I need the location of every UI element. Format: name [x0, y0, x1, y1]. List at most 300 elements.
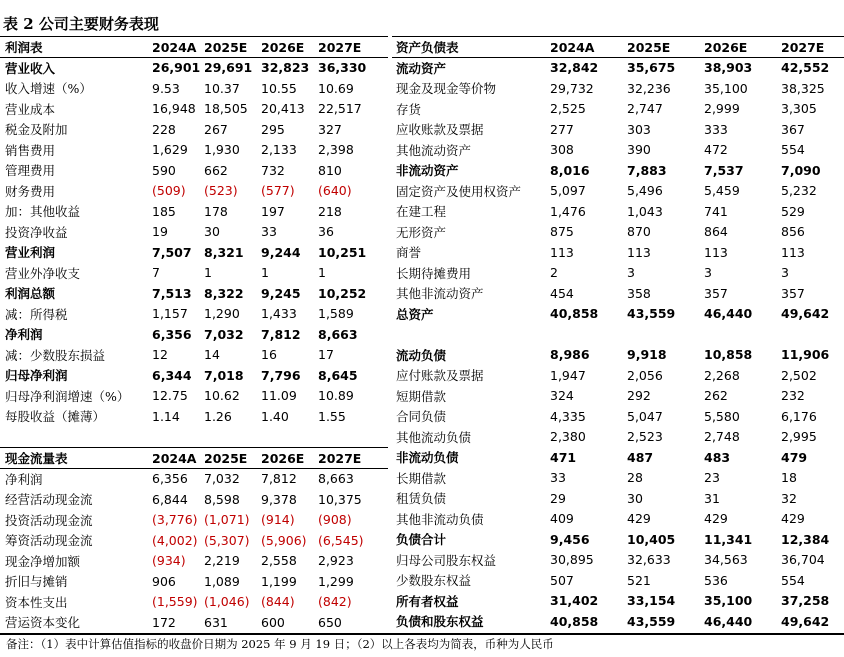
value-cell: 20,413	[261, 101, 305, 117]
value-cell: 2	[550, 265, 558, 281]
value-cell: 10,405	[627, 531, 676, 547]
value-cell: 870	[627, 224, 651, 240]
value-cell: 631	[204, 614, 228, 630]
footnote: 备注：（1）表中计算估值指标的收盘价日期为 2025 年 9 月 19 日；（2）以上各表均为简表，币种为人民币	[6, 637, 554, 651]
value-cell: (577)	[261, 183, 295, 199]
value-cell: (4,002)	[152, 532, 198, 548]
table-row	[3, 510, 388, 531]
table-row	[394, 365, 844, 386]
value-cell: 10.62	[204, 388, 240, 404]
table-row	[394, 570, 844, 591]
row-label: 固定资产及使用权资产	[396, 183, 522, 199]
balance-header-rule	[392, 57, 844, 58]
table-row	[3, 612, 388, 633]
value-cell: 28	[627, 470, 643, 486]
value-cell: 590	[152, 162, 176, 178]
table-row	[394, 58, 844, 79]
value-cell: 333	[704, 121, 728, 137]
row-label: 所有者权益	[396, 593, 459, 609]
row-label: 其他流动负债	[396, 429, 472, 445]
value-cell: 5,232	[781, 183, 817, 199]
table-row	[3, 283, 388, 304]
value-cell: 178	[204, 203, 228, 219]
value-cell	[625, 324, 702, 345]
value-cell: 662	[204, 162, 228, 178]
table-row	[3, 489, 388, 510]
table-row	[394, 140, 844, 161]
column-header: 2026E	[261, 450, 305, 466]
row-label: 净利润	[5, 471, 43, 487]
column-header: 2026E	[704, 39, 748, 55]
value-cell: 1,043	[627, 203, 663, 219]
value-cell: 2,523	[627, 429, 663, 445]
value-cell: 14	[204, 347, 220, 363]
value-cell	[548, 324, 625, 345]
value-cell: 16,948	[152, 101, 196, 117]
value-cell: 19	[152, 224, 168, 240]
value-cell: 12,384	[781, 531, 830, 547]
value-cell: 40,858	[550, 613, 599, 629]
value-cell: 741	[704, 203, 728, 219]
value-cell: 46,440	[704, 613, 753, 629]
row-label: 减：所得税	[5, 306, 68, 322]
table-row	[394, 99, 844, 120]
value-cell: 49,642	[781, 613, 830, 629]
table-row	[394, 283, 844, 304]
value-cell: 479	[781, 449, 808, 465]
value-cell: 33,154	[627, 593, 676, 609]
value-cell: 732	[261, 162, 285, 178]
value-cell: 1.14	[152, 408, 180, 424]
table-row	[3, 58, 388, 79]
value-cell: 5,459	[704, 183, 740, 199]
value-cell: (640)	[318, 183, 352, 199]
value-cell: 9,244	[261, 244, 301, 260]
value-cell: 2,056	[627, 367, 663, 383]
value-cell: 34,563	[704, 552, 748, 568]
value-cell: 10,251	[318, 244, 367, 260]
value-cell: 43,559	[627, 306, 676, 322]
row-label: 销售费用	[5, 142, 56, 158]
value-cell: 357	[781, 285, 805, 301]
value-cell: 409	[550, 511, 574, 527]
table-row	[394, 550, 844, 571]
value-cell: 3,305	[781, 101, 817, 117]
table-row	[3, 140, 388, 161]
value-cell: 521	[627, 572, 651, 588]
table-row	[394, 242, 844, 263]
value-cell: 43,559	[627, 613, 676, 629]
value-cell: (6,545)	[318, 532, 364, 548]
value-cell: 327	[318, 121, 342, 137]
income-title: 利润表	[5, 40, 43, 56]
value-cell: 26,901	[152, 60, 201, 76]
value-cell: 36,704	[781, 552, 825, 568]
value-cell: 1,930	[204, 142, 240, 158]
value-cell: 1	[261, 265, 269, 281]
table-row	[3, 242, 388, 263]
value-cell: 7,032	[204, 326, 244, 342]
value-cell: (3,776)	[152, 512, 198, 528]
value-cell: (842)	[318, 594, 352, 610]
table-row	[394, 529, 844, 550]
value-cell: 8,663	[318, 326, 358, 342]
balance-header-row	[394, 37, 844, 58]
table-row	[394, 509, 844, 530]
row-label: 营业外净收支	[5, 265, 81, 281]
value-cell: 10.55	[261, 80, 297, 96]
column-header: 2024A	[152, 39, 197, 55]
value-cell: 32,823	[261, 60, 310, 76]
row-label: 应付账款及票据	[396, 368, 484, 384]
value-cell: 8,322	[204, 285, 244, 301]
row-label: 加：其他收益	[5, 204, 81, 220]
table-row	[394, 427, 844, 448]
value-cell: 2,380	[550, 429, 586, 445]
value-cell: 1,157	[152, 306, 188, 322]
row-label: 其他非流动负债	[396, 511, 484, 527]
value-cell: 864	[704, 224, 728, 240]
value-cell: 6,176	[781, 408, 817, 424]
value-cell: 1.55	[318, 408, 346, 424]
value-cell: (5,906)	[261, 532, 307, 548]
value-cell: 10,858	[704, 347, 753, 363]
value-cell: 7,507	[152, 244, 192, 260]
value-cell: 3	[704, 265, 712, 281]
column-header: 2025E	[204, 39, 248, 55]
table-row	[3, 304, 388, 325]
table-row	[3, 263, 388, 284]
value-cell: 9,378	[261, 491, 297, 507]
value-cell: 17	[318, 347, 334, 363]
row-label: 其他非流动资产	[396, 286, 484, 302]
value-cell: 11.09	[261, 388, 297, 404]
value-cell: 23	[704, 470, 720, 486]
row-label: 筹资活动现金流	[5, 533, 93, 549]
table-row	[394, 160, 844, 181]
row-label: 经营活动现金流	[5, 492, 93, 508]
value-cell: 1,089	[204, 573, 240, 589]
value-cell: 10,252	[318, 285, 367, 301]
value-cell: 262	[704, 388, 728, 404]
value-cell: 11,341	[704, 531, 753, 547]
value-cell: 38,903	[704, 60, 753, 76]
value-cell: 295	[261, 121, 285, 137]
value-cell: 7,032	[204, 471, 240, 487]
value-cell: 18	[781, 470, 797, 486]
value-cell	[702, 324, 779, 345]
value-cell: 113	[550, 244, 574, 260]
value-cell: 2,999	[704, 101, 740, 117]
value-cell: 10.69	[318, 80, 354, 96]
value-cell: 31,402	[550, 593, 599, 609]
row-label: 总资产	[396, 306, 434, 322]
value-cell: 650	[318, 614, 342, 630]
value-cell: 303	[627, 121, 651, 137]
column-header: 2027E	[781, 39, 825, 55]
value-cell: 197	[261, 203, 285, 219]
row-label: 税金及附加	[5, 122, 68, 138]
income-statement-table	[3, 37, 388, 427]
value-cell: 32,842	[550, 60, 599, 76]
table-row	[394, 78, 844, 99]
value-cell: 3	[781, 265, 789, 281]
row-label: 流动资产	[396, 60, 447, 76]
value-cell: 810	[318, 162, 342, 178]
value-cell: 22,517	[318, 101, 362, 117]
value-cell: 2,525	[550, 101, 586, 117]
value-cell: 32	[781, 490, 797, 506]
value-cell: (844)	[261, 594, 295, 610]
value-cell: 358	[627, 285, 651, 301]
value-cell: 554	[781, 142, 805, 158]
cashflow-statement-table	[3, 448, 388, 633]
row-label: 应收账款及票据	[396, 122, 484, 138]
table-row	[394, 181, 844, 202]
value-cell: 49,642	[781, 306, 830, 322]
value-cell: 1,476	[550, 203, 586, 219]
row-label	[394, 324, 548, 345]
table-row	[3, 160, 388, 181]
table-row	[3, 345, 388, 366]
column-header: 2026E	[261, 39, 305, 55]
value-cell: 2,502	[781, 367, 817, 383]
value-cell: (908)	[318, 512, 352, 528]
value-cell: 308	[550, 142, 574, 158]
table-row	[394, 345, 844, 366]
value-cell: 429	[627, 511, 651, 527]
table-row	[3, 181, 388, 202]
value-cell: 113	[704, 244, 728, 260]
value-cell: 1,299	[318, 573, 354, 589]
row-label: 归母公司股东权益	[396, 552, 497, 568]
table-row	[394, 201, 844, 222]
table-row	[394, 222, 844, 243]
value-cell: 29,732	[550, 80, 594, 96]
table-row	[3, 119, 388, 140]
value-cell: 9,456	[550, 531, 590, 547]
table-row	[394, 304, 844, 325]
value-cell: 2,219	[204, 553, 240, 569]
value-cell: 5,097	[550, 183, 586, 199]
value-cell: 32,633	[627, 552, 671, 568]
value-cell: 1,947	[550, 367, 586, 383]
value-cell: 9,918	[627, 347, 667, 363]
table-row	[394, 591, 844, 612]
value-cell: 218	[318, 203, 342, 219]
value-cell: 267	[204, 121, 228, 137]
value-cell: 30	[627, 490, 643, 506]
value-cell: 1,290	[204, 306, 240, 322]
value-cell: 18,505	[204, 101, 248, 117]
cashflow-header-rule	[0, 468, 388, 469]
value-cell: 6,356	[152, 471, 188, 487]
row-label: 合同负债	[396, 409, 447, 425]
column-header: 2027E	[318, 450, 362, 466]
value-cell: 29	[550, 490, 566, 506]
value-cell: 6,844	[152, 491, 188, 507]
value-cell: 1,199	[261, 573, 297, 589]
value-cell: 30	[204, 224, 220, 240]
value-cell: 5,580	[704, 408, 740, 424]
value-cell: (1,559)	[152, 594, 198, 610]
value-cell: 36,330	[318, 60, 367, 76]
value-cell: 11,906	[781, 347, 830, 363]
value-cell: 1,589	[318, 306, 354, 322]
value-cell: 9.53	[152, 80, 180, 96]
row-label: 无形资产	[396, 224, 447, 240]
row-label: 负债合计	[396, 532, 447, 548]
table-row	[394, 263, 844, 284]
row-label: 租赁负债	[396, 491, 447, 507]
row-label: 减：少数股东损益	[5, 347, 106, 363]
value-cell: 8,598	[204, 491, 240, 507]
value-cell: 172	[152, 614, 176, 630]
value-cell: 906	[152, 573, 176, 589]
balance-sheet-table	[394, 37, 844, 632]
row-label: 商誉	[396, 245, 422, 261]
value-cell: 12	[152, 347, 168, 363]
value-cell: 9,245	[261, 285, 301, 301]
value-cell: (914)	[261, 512, 295, 528]
value-cell: 1.26	[204, 408, 232, 424]
balance-title: 资产负债表	[396, 40, 459, 56]
table-row	[3, 365, 388, 386]
value-cell: 2,398	[318, 142, 354, 158]
value-cell: 185	[152, 203, 176, 219]
value-cell: (523)	[204, 183, 238, 199]
column-header: 2025E	[204, 450, 248, 466]
row-label: 归母净利润增速（%）	[5, 388, 130, 404]
value-cell: 10.37	[204, 80, 240, 96]
row-label: 财务费用	[5, 183, 56, 199]
table-row	[394, 406, 844, 427]
row-label: 长期借款	[396, 470, 447, 486]
table-row	[3, 406, 388, 427]
value-cell: 454	[550, 285, 574, 301]
value-cell: 228	[152, 121, 176, 137]
value-cell: 2,923	[318, 553, 354, 569]
value-cell: 292	[627, 388, 651, 404]
value-cell: (509)	[152, 183, 186, 199]
row-label: 每股收益（摊薄）	[5, 409, 106, 425]
page-title: 表 2 公司主要财务表现	[3, 15, 159, 33]
table-row	[3, 222, 388, 243]
value-cell: 7,796	[261, 367, 301, 383]
income-header-row	[3, 37, 388, 58]
value-cell: 42,552	[781, 60, 830, 76]
value-cell: 429	[781, 511, 805, 527]
value-cell: 35,100	[704, 593, 753, 609]
table-row	[3, 324, 388, 345]
row-label: 营业利润	[5, 245, 56, 261]
value-cell: 6,356	[152, 326, 192, 342]
value-cell: 1	[318, 265, 326, 281]
row-label: 长期待摊费用	[396, 265, 472, 281]
row-label: 收入增速（%）	[5, 81, 92, 97]
value-cell: 2,747	[627, 101, 663, 117]
value-cell: 2,995	[781, 429, 817, 445]
value-cell: (5,307)	[204, 532, 250, 548]
value-cell: 10,375	[318, 491, 362, 507]
table-row	[394, 611, 844, 632]
row-label: 管理费用	[5, 163, 56, 179]
value-cell: 1,629	[152, 142, 188, 158]
cashflow-header-row	[3, 448, 388, 469]
value-cell: 7,090	[781, 162, 821, 178]
row-label: 投资活动现金流	[5, 512, 93, 528]
value-cell: 7,812	[261, 326, 301, 342]
table-row	[394, 468, 844, 489]
value-cell: 2,748	[704, 429, 740, 445]
table-row	[394, 119, 844, 140]
value-cell: 536	[704, 572, 728, 588]
row-label: 非流动负债	[396, 450, 459, 466]
value-cell: 277	[550, 121, 574, 137]
value-cell: 5,047	[627, 408, 663, 424]
value-cell: 1.40	[261, 408, 289, 424]
row-label: 归母净利润	[5, 368, 68, 384]
row-label: 存货	[396, 101, 422, 117]
value-cell: 554	[781, 572, 805, 588]
value-cell: 33	[261, 224, 277, 240]
value-cell: 31	[704, 490, 720, 506]
value-cell: 3	[627, 265, 635, 281]
value-cell: 600	[261, 614, 285, 630]
column-header: 2024A	[152, 450, 197, 466]
value-cell: 2,558	[261, 553, 297, 569]
value-cell: 38,325	[781, 80, 825, 96]
row-label: 短期借款	[396, 388, 447, 404]
row-label: 营业成本	[5, 101, 56, 117]
row-label: 非流动资产	[396, 163, 459, 179]
row-label: 营业收入	[5, 60, 56, 76]
value-cell: 232	[781, 388, 805, 404]
value-cell: 507	[550, 572, 574, 588]
value-cell: 40,858	[550, 306, 599, 322]
value-cell: 487	[627, 449, 654, 465]
value-cell: 483	[704, 449, 731, 465]
value-cell: (1,046)	[204, 594, 250, 610]
value-cell: 16	[261, 347, 277, 363]
row-label: 现金净增加额	[5, 553, 81, 569]
row-label: 现金及现金等价物	[396, 81, 497, 97]
column-header: 2027E	[318, 39, 362, 55]
cashflow-title: 现金流量表	[5, 451, 68, 467]
value-cell: 6,344	[152, 367, 192, 383]
row-label: 利润总额	[5, 286, 56, 302]
table-row	[3, 571, 388, 592]
value-cell	[779, 324, 844, 345]
table-row	[394, 488, 844, 509]
value-cell: 7,883	[627, 162, 667, 178]
income-header-rule	[0, 57, 388, 58]
value-cell: 7	[152, 265, 160, 281]
value-cell: (1,071)	[204, 512, 250, 528]
value-cell: 35,675	[627, 60, 676, 76]
value-cell: 113	[781, 244, 805, 260]
value-cell: 113	[627, 244, 651, 260]
value-cell: 367	[781, 121, 805, 137]
table-row	[3, 78, 388, 99]
value-cell: 46,440	[704, 306, 753, 322]
row-label: 流动负债	[396, 347, 447, 363]
value-cell: 856	[781, 224, 805, 240]
row-label: 净利润	[5, 327, 43, 343]
table-row	[3, 592, 388, 613]
row-label: 投资净收益	[5, 224, 68, 240]
value-cell: 5,496	[627, 183, 663, 199]
